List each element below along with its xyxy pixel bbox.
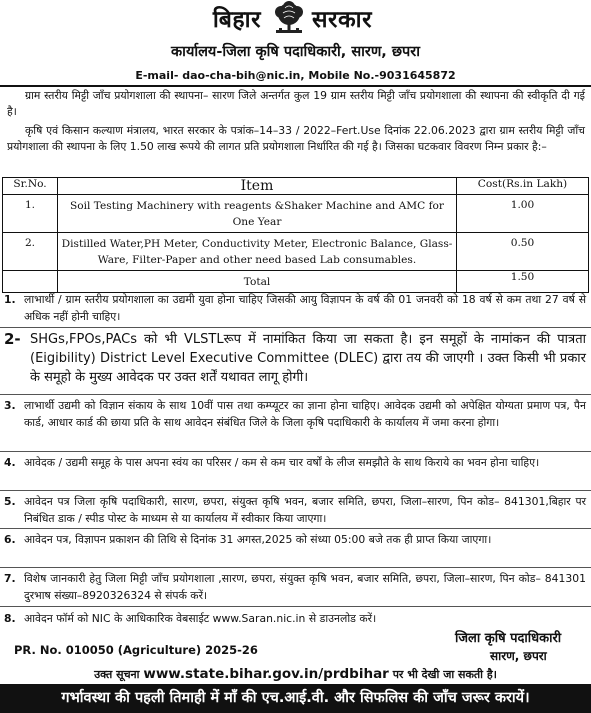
- total-label: Total: [58, 271, 457, 293]
- row-sr: 1.: [3, 195, 58, 233]
- intro-paragraph-1: ग्राम स्तरीय मिट्टी जाँच प्रयोगशाला की स्थापना– सारण जिले अन्तर्गत कुल 19 ग्राम स्तरीय मिट्टी जाँच प्रयोगशाला की स्थापना की स्वीकृति दी गई है।: [7, 89, 585, 118]
- row-cost: 1.00: [457, 195, 589, 233]
- table-row: [3, 233, 589, 271]
- row-item: Soil Testing Machinery with reagents &Shaker Machine and AMC for One Year: [58, 195, 457, 233]
- condition-text: आवेदन पत्र जिला कृषि पदाधिकारी, सारण, छपरा, संयुक्त कृषि भवन, बजार समिति, छपरा, जिला–सारण, पिन कोड– 841301,बिहार पर निबंधित डाक / स्पीड पोस्ट के माध्यम से या कार्यालय में स्वीकार किया जाएगा।: [24, 495, 586, 525]
- cost-table: [2, 177, 589, 293]
- row-cost: 0.50: [457, 233, 589, 271]
- header-divider: [0, 85, 591, 87]
- condition-number: 3.: [4, 399, 16, 412]
- condition-number: 4.: [4, 456, 16, 469]
- condition-number: 2-: [4, 330, 21, 348]
- signatory-location: सारण, छपरा: [490, 649, 547, 663]
- condition-item-8: [4, 610, 586, 627]
- bodhi-tree-emblem-icon: [268, 1, 310, 35]
- condition-text: लाभार्थी / ग्राम स्तरीय प्रयोगशाला का उद्यमी युवा होना चाहिए जिसकी आयु विज्ञापन के वर्ष की 01 जनवरी को 18 वर्ष से कम तथा 27 वर्ष से अधिक नहीं होनी चाहिए।: [24, 293, 586, 323]
- divider: [0, 327, 591, 328]
- total-blank: [3, 271, 58, 293]
- condition-item-3: [4, 397, 586, 431]
- divider: [0, 567, 591, 568]
- masthead: [0, 0, 591, 36]
- condition-item-2: [4, 330, 586, 387]
- website-notice: [0, 666, 591, 682]
- masthead-sarkar: सरकार: [312, 7, 372, 33]
- divider: [0, 451, 591, 452]
- condition-number: 8.: [4, 612, 16, 625]
- condition-text: आवेदन पत्र, विज्ञापन प्रकाशन की तिथि से दिनांक 31 अगस्त,2025 को संध्या 05:00 बजे तक ही प्राप्त किया जाएगा।: [24, 533, 492, 546]
- table-row: [3, 195, 589, 233]
- condition-text: SHGs,FPOs,PACs को भी VLSTLरूप में नामांकित किया जा सकता है। इन समूहों के नामांकन की पात्रता (Eigibility) District Level Executive Committee (DLEC) द्वारा तय की जाएगी । उक्त किसी भी प्रकार के समूहो के मुख्य आवेदक पर उक्त शर्तें यथावत लागू होगी।: [30, 332, 586, 385]
- condition-number: 6.: [4, 533, 16, 546]
- condition-number: 1.: [4, 293, 16, 306]
- total-value: 1.50: [457, 271, 589, 293]
- condition-item-6: [4, 531, 586, 548]
- divider: [0, 528, 591, 529]
- intro-paragraph-2: कृषि एवं किसान कल्याण मंत्रालय, भारत सरकार के पत्रांक–14–33 / 2022–Fert.Use दिनांक 22.06.2023 द्वारा ग्राम स्तरीय मिट्टी जाँच प्रयोगशाला की स्थापना के लिए 1.50 लाख रूपये की लागत प्रति प्रयोगशाला निर्धारित की गई है। जिसका घटकवार विवरण निम्न प्रकार है:–: [7, 124, 585, 153]
- website-url[interactable]: www.state.bihar.gov.in/prdbihar: [143, 666, 389, 682]
- divider: [0, 490, 591, 491]
- condition-text: विशेष जानकारी हेतु जिला मिट्टी जाँच प्रयोगशाला ,सारण, छपरा, संयुक्त कृषि भवन, बजार समिति, छपरा, जिला–सारण, पिन कोड– 841301 दुरभाष संख्या–8920326324 से संपर्क करें।: [24, 572, 586, 602]
- health-banner: गर्भावस्था की पहली तिमाही में माँ की एच.आई.वी. और सिफलिस की जाँच जरूर करायें।: [0, 684, 591, 713]
- website-prefix: उक्त सूचना: [94, 668, 140, 681]
- header-item: Item: [58, 178, 457, 195]
- condition-text: लाभार्थी उद्यमी को विज्ञान संकाय के साथ 10वीं पास तथा कम्प्यूटर का ज्ञाना होना चाहिए। आवेदक उद्यमी को अपेक्षित योग्यता प्रमाण पत्र, पैन कार्ड, आधार कार्ड की छाया प्रति के साथ आवेदन संबंधित जिले के जिला कृषि पदाधिकारी के कार्यालय में जमा करना होगा।: [24, 399, 586, 429]
- header-cost: Cost(Rs.in Lakh): [457, 178, 589, 195]
- divider: [0, 606, 591, 607]
- contact-line: E-mail- dao-cha-bih@nic.in, Mobile No.-9031645872: [135, 69, 456, 82]
- condition-text: आवेदक / उद्यमी समूह के पास अपना स्वंय का परिसर / कम से कम चार वर्षों के लीज समझौते के साथ किराये का भवन होना चाहिए।: [24, 456, 540, 469]
- office-title: कार्यालय-जिला कृषि पदाधिकारी, सारण, छपरा: [171, 44, 420, 60]
- website-suffix: पर भी देखी जा सकती है।: [392, 668, 497, 681]
- signatory-title: जिला कृषि पदाधिकारी: [455, 631, 562, 646]
- condition-item-7: [4, 570, 586, 604]
- pr-number: PR. No. 010050 (Agriculture) 2025-26: [14, 643, 258, 657]
- masthead-bihar: बिहार: [212, 7, 261, 33]
- table-total-row: [3, 271, 589, 293]
- table-header-row: [3, 178, 589, 195]
- row-sr: 2.: [3, 233, 58, 271]
- condition-number: 7.: [4, 572, 16, 585]
- condition-item-1: [4, 291, 586, 325]
- condition-item-5: [4, 493, 586, 527]
- condition-number: 5.: [4, 495, 16, 508]
- condition-text: आवेदन फॉर्म को NIC के आधिकारिक वेबसाईट www.Saran.nic.in से डाउनलोड करें।: [24, 612, 377, 625]
- row-item: Distilled Water,PH Meter, Conductivity Meter, Electronic Balance, Glass-Ware, Filter-Paper and other need based Lab consumables.: [58, 233, 457, 271]
- header-sr: Sr.No.: [3, 178, 58, 195]
- condition-item-4: [4, 454, 586, 471]
- divider: [0, 394, 591, 395]
